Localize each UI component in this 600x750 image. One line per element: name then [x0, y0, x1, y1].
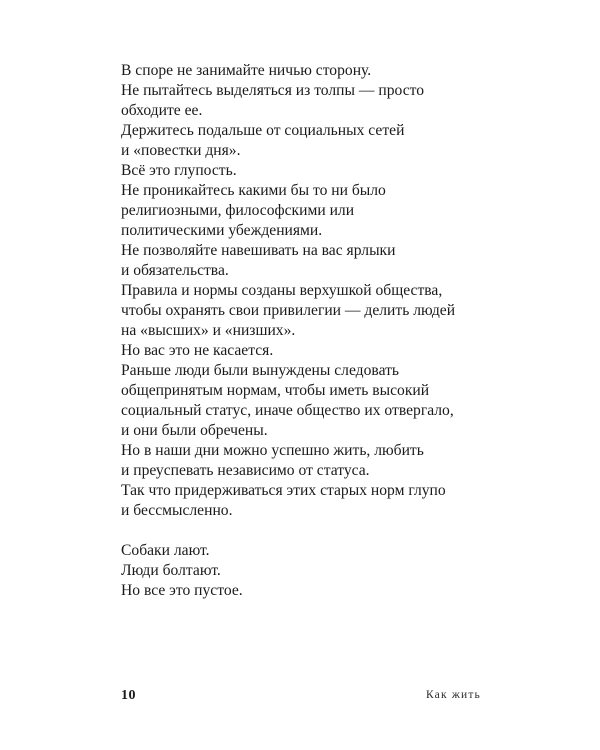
text-line: Но вас это не касается. [121, 342, 274, 359]
text-line: Но в наши дни можно успешно жить, любить [121, 442, 424, 459]
page-number: 10 [121, 688, 136, 703]
text-line: Собаки лают. [121, 542, 210, 559]
text-line: Не пытайтесь выделяться из толпы — просто [121, 82, 425, 99]
text-line: Держитесь подальше от социальных сетей [121, 122, 405, 139]
text-line: чтобы охранять свои привилегии — делить людей [121, 302, 456, 319]
text-line: и преуспевать независимо от статуса. [121, 462, 370, 479]
text-line: Раньше люди были вынуждены следовать [121, 362, 400, 379]
text-line: Люди болтают. [121, 562, 221, 579]
text-line: Но все это пустое. [121, 582, 243, 599]
text-line: религиозными, философскими или [121, 202, 355, 219]
text-line: и они были обречены. [121, 422, 268, 439]
body-text [121, 61, 521, 601]
text-line: социальный статус, иначе общество их отвергало, [121, 402, 454, 419]
text-line: Не проникайтесь какими бы то ни было [121, 182, 386, 199]
stanza-2 [121, 541, 521, 601]
text-line: В споре не занимайте ничью сторону. [121, 62, 372, 79]
running-title: Как жить [425, 689, 481, 701]
text-line: Так что придерживаться этих старых норм глупо [121, 482, 446, 499]
text-line: общепринятым нормам, чтобы иметь высокий [121, 382, 430, 399]
text-line: Правила и нормы созданы верхушкой общества, [121, 282, 443, 299]
text-line: на «высших» и «низших». [121, 322, 296, 339]
stanza-1 [121, 61, 521, 521]
text-line: политическими убеждениями. [121, 222, 323, 239]
stanza-gap [121, 521, 521, 541]
text-line: и обязательства. [121, 262, 229, 279]
text-line: Всё это глупость. [121, 162, 237, 179]
text-line: обходите ее. [121, 102, 203, 119]
text-line: и бессмысленно. [121, 502, 233, 519]
text-line: Не позволяйте навешивать на вас ярлыки [121, 242, 396, 259]
text-line: и «повестки дня». [121, 142, 241, 159]
page-footer [121, 688, 481, 708]
